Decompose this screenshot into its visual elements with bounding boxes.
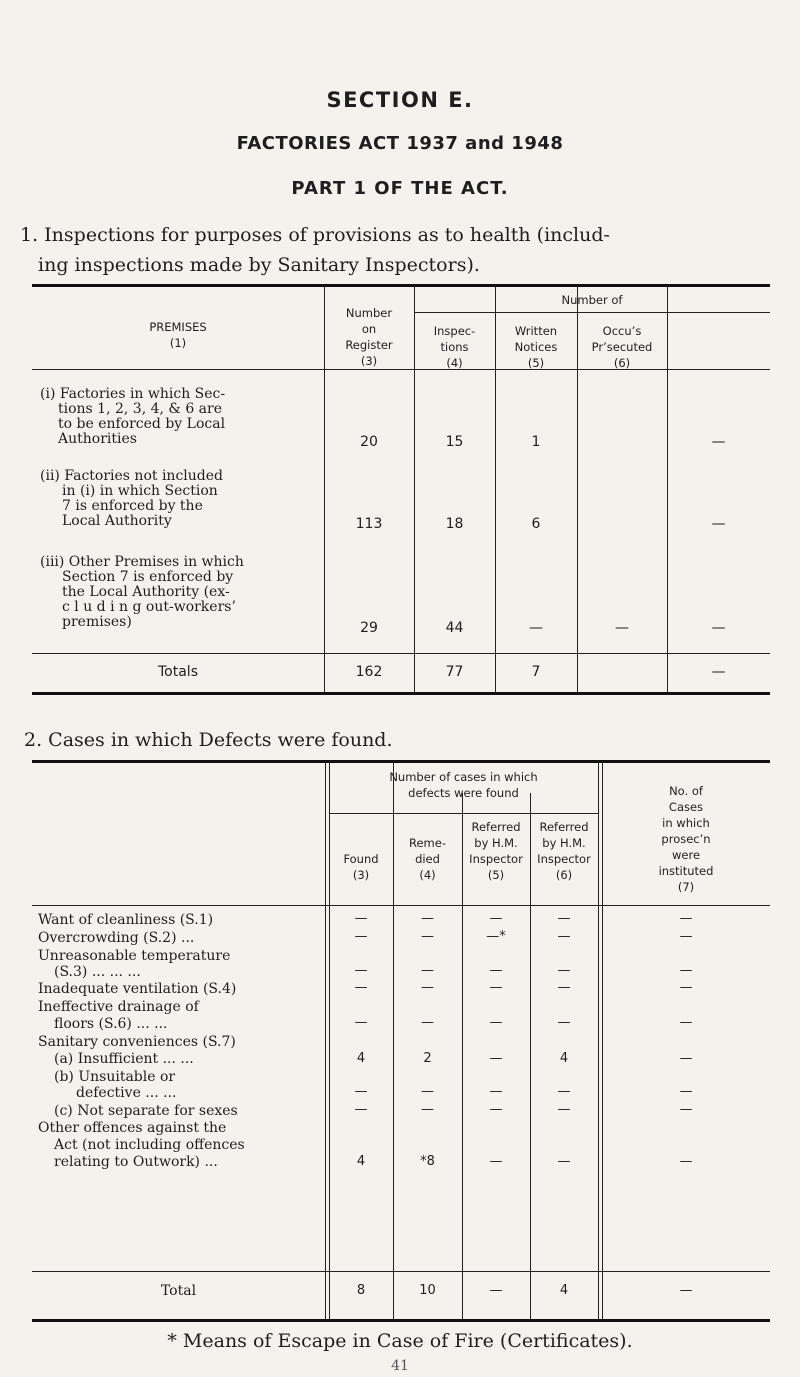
found-cell: —: [354, 1015, 368, 1030]
total-label: Total: [160, 1283, 197, 1299]
premises-row-1: (i) Factories in which Sec- tions 1, 2, 3, 4, & 6 are to be enforced by Local Authorities: [40, 386, 226, 447]
header-rule: [329, 813, 598, 814]
remedied-cell: —: [421, 911, 434, 926]
remedied-cell: —: [421, 1102, 434, 1117]
totals-label: Totals: [158, 664, 198, 680]
premises-row-3: (iii) Other Premises in which Section 7 is enforced by the Local Authority (ex- c l u d i n g out-workers’ premises): [40, 554, 244, 630]
totals-register: 162: [355, 664, 383, 680]
prosecuted-header: Occu’s Pr’secuted (6): [591, 324, 653, 370]
referred-cell: —: [557, 929, 571, 944]
prosecution-cell: —: [679, 911, 693, 926]
total-found: 8: [356, 1283, 366, 1298]
defect-row-label: defective ... ...: [76, 1085, 177, 1101]
intro-line-2: ing inspections made by Sanitary Inspectors).: [38, 254, 480, 276]
remedied-cell: —: [421, 929, 434, 944]
part-heading: PART 1 OF THE ACT.: [291, 178, 509, 199]
inspections-header: Inspec- tions (4): [433, 324, 476, 370]
referred-cell: —: [557, 1015, 571, 1030]
prosecution-cell: —: [679, 1102, 693, 1117]
header-rule: [414, 312, 770, 313]
found-cell: 4: [356, 1051, 366, 1066]
prosecution-cell: —: [679, 1154, 693, 1169]
inspections-table: [32, 284, 770, 695]
prosecution-cell: —: [679, 1015, 693, 1030]
header-rule: [32, 905, 770, 906]
notices-value: —: [529, 620, 543, 636]
total-remedied: 10: [419, 1283, 436, 1298]
found-cell: —: [354, 980, 368, 995]
col-divider: [325, 763, 326, 1319]
prosecution-cell: —: [679, 980, 693, 995]
prosecuted-value: —: [615, 620, 629, 636]
notices-value: 6: [531, 516, 541, 532]
referred-cell: —: [557, 1084, 571, 1099]
defects-table: [32, 760, 770, 1322]
prosecution-cell: —: [679, 929, 693, 944]
referred-cell: —: [489, 963, 503, 978]
found-cell: —: [354, 1084, 368, 1099]
prosecuted-value: —: [711, 516, 726, 532]
found-cell: —: [354, 963, 368, 978]
total-prosecutions: —: [679, 1283, 693, 1298]
defect-row-label: floors (S.6) ... ...: [54, 1016, 168, 1032]
defect-row-label: Unreasonable temperature: [38, 948, 231, 964]
defects-title: 2. Cases in which Defects were found.: [24, 729, 393, 751]
cases-group-header: Number of cases in which defects were found: [389, 770, 538, 800]
referred-cell: —: [557, 1154, 571, 1169]
remedied-cell: —: [421, 963, 434, 978]
register-value: 20: [360, 434, 378, 450]
inspections-value: 15: [445, 434, 464, 450]
prosecuted-value: —: [711, 434, 726, 450]
inspections-value: 18: [445, 516, 464, 532]
register-value: 29: [360, 620, 378, 636]
totals-rule: [32, 653, 770, 654]
register-header: Number on Register (3): [345, 306, 393, 368]
totals-notices: 7: [531, 664, 541, 680]
defect-row-label: Want of cleanliness (S.1): [38, 912, 214, 928]
total-rule: [32, 1271, 770, 1272]
referred-cell: —*: [486, 929, 506, 944]
found-cell: 4: [356, 1154, 366, 1169]
referred-cell: —: [489, 1084, 503, 1099]
act-heading: FACTORIES ACT 1937 and 1948: [236, 133, 564, 154]
remedied-cell: 2: [423, 1051, 432, 1066]
remedied-cell: —: [421, 1084, 434, 1099]
premises-header: PREMISES (1): [149, 320, 207, 350]
prosecution-cell: —: [679, 1051, 693, 1066]
inspections-value: 44: [445, 620, 464, 636]
referred-cell: —: [489, 1051, 503, 1066]
referred-cell: —: [489, 980, 503, 995]
intro-line-1: 1. Inspections for purposes of provisions as to health (includ-: [20, 224, 610, 246]
found-cell: —: [354, 911, 368, 926]
defect-row-label: Overcrowding (S.2) ...: [38, 930, 195, 946]
section-heading: SECTION E.: [326, 88, 474, 112]
col-divider: [329, 763, 330, 1319]
totals-inspections: 77: [445, 664, 464, 680]
found-header: Found (3): [343, 852, 379, 882]
remedied-header: Reme- died (4): [409, 836, 446, 882]
referred-cell: —: [489, 1015, 503, 1030]
defect-row-label: Sanitary conveniences (S.7): [38, 1034, 236, 1050]
defect-row-label: Other offences against the: [38, 1120, 227, 1136]
col-divider: [598, 763, 599, 1319]
defect-row-label: relating to Outwork) ...: [54, 1154, 218, 1170]
referred-header-5: Referred by H.M. Inspector (5): [469, 820, 523, 882]
total-referred-5: —: [489, 1283, 503, 1298]
inspections-intro: [20, 220, 780, 280]
prosecution-cell: —: [679, 1084, 693, 1099]
prosecuted-value: —: [711, 620, 726, 636]
page-number: 41: [391, 1358, 409, 1374]
defect-row-label: (b) Unsuitable or: [54, 1069, 176, 1085]
referred-cell: —: [489, 911, 503, 926]
remedied-cell: —: [421, 1015, 434, 1030]
referred-cell: —: [557, 1102, 571, 1117]
found-cell: —: [354, 1102, 368, 1117]
defect-row-label: Act (not including offences: [54, 1137, 245, 1153]
defect-row-label: (c) Not separate for sexes: [54, 1103, 238, 1119]
prosecutions-header: No. of Cases in which prosec’n were instituted (7): [658, 784, 714, 894]
referred-header-6: Referred by H.M. Inspector (6): [537, 820, 591, 882]
referred-cell: —: [557, 911, 571, 926]
found-cell: —: [354, 929, 368, 944]
notices-value: 1: [531, 434, 541, 450]
number-of-header: Number of: [561, 293, 623, 307]
remedied-cell: —: [421, 980, 434, 995]
register-value: 113: [355, 516, 383, 532]
referred-cell: —: [489, 1102, 503, 1117]
prosecution-cell: —: [679, 963, 693, 978]
defect-row-label: (S.3) ... ... ...: [54, 964, 141, 980]
defect-row-label: Ineffective drainage of: [38, 999, 199, 1015]
notices-header: Written Notices (5): [514, 324, 558, 370]
premises-row-2: (ii) Factories not included in (i) in which Section 7 is enforced by the Local Authority: [40, 468, 223, 529]
footnote: * Means of Escape in Case of Fire (Certificates).: [167, 1330, 633, 1352]
defect-row-label: Inadequate ventilation (S.4): [38, 981, 237, 997]
referred-cell: —: [557, 980, 571, 995]
referred-cell: —: [557, 963, 571, 978]
total-referred-6: 4: [559, 1283, 569, 1298]
remedied-cell: *8: [420, 1154, 435, 1169]
referred-cell: 4: [559, 1051, 569, 1066]
referred-cell: —: [489, 1154, 503, 1169]
defect-row-label: (a) Insufficient ... ...: [54, 1051, 194, 1067]
totals-prosecuted: —: [711, 664, 726, 680]
